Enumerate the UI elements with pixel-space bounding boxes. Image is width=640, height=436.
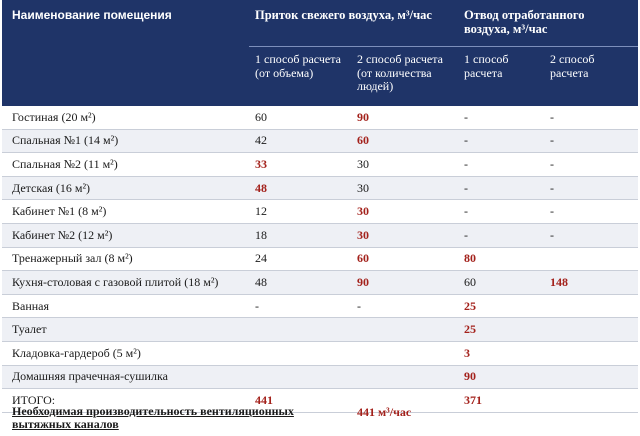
value-cell: 90 <box>351 271 458 295</box>
header-room-name: Наименование помещения <box>2 0 249 106</box>
header-supply-method-1: 1 способ расчета (от объема) <box>249 47 351 107</box>
room-name-cell: Спальная №2 (11 м²) <box>2 153 249 177</box>
ventilation-table <box>2 0 638 413</box>
room-name-cell: Кабинет №2 (12 м²) <box>2 223 249 247</box>
value-cell: - <box>458 200 544 224</box>
value-cell <box>351 341 458 365</box>
table-row <box>2 271 638 295</box>
table-body <box>2 106 638 412</box>
value-cell: 42 <box>249 129 351 153</box>
value-cell <box>544 247 638 271</box>
room-name-cell: Спальная №1 (14 м²) <box>2 129 249 153</box>
value-cell <box>544 365 638 389</box>
header-exhaust-method-2: 2 способ расчета <box>544 47 638 107</box>
value-cell: 33 <box>249 153 351 177</box>
room-name-cell: Туалет <box>2 318 249 342</box>
value-cell <box>544 389 638 413</box>
value-cell: 441 <box>249 389 351 413</box>
table-row <box>2 294 638 318</box>
value-cell: - <box>544 176 638 200</box>
room-name-cell: Детская (16 м²) <box>2 176 249 200</box>
value-cell: 371 <box>458 389 544 413</box>
footer-value: 441 м³/час <box>357 405 412 419</box>
value-cell: 48 <box>249 271 351 295</box>
value-cell: - <box>544 223 638 247</box>
value-cell <box>544 318 638 342</box>
room-name-cell: Домашняя прачечная-сушилка <box>2 365 249 389</box>
table-row <box>2 153 638 177</box>
header-supply-method-2: 2 способ расчета (от количества людей) <box>351 47 458 107</box>
table-row <box>2 106 638 129</box>
value-cell: 30 <box>351 200 458 224</box>
footer-label: Необходимая производительность вентиляционных вытяжных каналов <box>12 404 294 431</box>
value-cell: - <box>458 129 544 153</box>
value-cell: 60 <box>351 129 458 153</box>
table-row <box>2 176 638 200</box>
value-cell: - <box>458 106 544 129</box>
value-cell: 18 <box>249 223 351 247</box>
value-cell: - <box>544 153 638 177</box>
value-cell <box>249 341 351 365</box>
value-cell: 60 <box>249 106 351 129</box>
value-cell: 3 <box>458 341 544 365</box>
table-row <box>2 223 638 247</box>
value-cell: 90 <box>351 106 458 129</box>
table-row <box>2 341 638 365</box>
table-row <box>2 200 638 224</box>
value-cell <box>351 318 458 342</box>
value-cell: 30 <box>351 153 458 177</box>
header-supply: Приток свежего воздуха, м³/час <box>249 0 458 47</box>
table-header <box>2 0 638 106</box>
room-name-cell: Кладовка-гардероб (5 м²) <box>2 341 249 365</box>
value-cell <box>544 294 638 318</box>
room-name-cell: Гостиная (20 м²) <box>2 106 249 129</box>
value-cell <box>249 365 351 389</box>
value-cell <box>249 318 351 342</box>
table-row <box>2 365 638 389</box>
room-name-cell: Кабинет №1 (8 м²) <box>2 200 249 224</box>
value-cell: - <box>458 176 544 200</box>
value-cell: 25 <box>458 294 544 318</box>
value-cell: 60 <box>351 247 458 271</box>
room-name-cell: Ванная <box>2 294 249 318</box>
value-cell: - <box>458 223 544 247</box>
value-cell: 30 <box>351 176 458 200</box>
value-cell: 24 <box>249 247 351 271</box>
value-cell: - <box>351 294 458 318</box>
value-cell: 30 <box>351 223 458 247</box>
value-cell: - <box>544 106 638 129</box>
room-name-cell: Кухня-столовая с газовой плитой (18 м²) <box>2 271 249 295</box>
table-row <box>2 247 638 271</box>
table-row <box>2 129 638 153</box>
value-cell: 48 <box>249 176 351 200</box>
header-exhaust-method-1: 1 способ расчета <box>458 47 544 107</box>
value-cell <box>351 365 458 389</box>
table-row <box>2 318 638 342</box>
value-cell <box>544 341 638 365</box>
value-cell: - <box>544 200 638 224</box>
room-name-cell: ИТОГО: <box>2 389 249 413</box>
value-cell: 148 <box>544 271 638 295</box>
value-cell: - <box>249 294 351 318</box>
value-cell: 80 <box>458 247 544 271</box>
room-name-cell: Тренажерный зал (8 м²) <box>2 247 249 271</box>
value-cell: - <box>458 153 544 177</box>
value-cell: 25 <box>458 318 544 342</box>
value-cell: 60 <box>458 271 544 295</box>
header-exhaust: Отвод отработанного воздуха, м³/час <box>458 0 638 47</box>
value-cell: 90 <box>458 365 544 389</box>
value-cell: - <box>544 129 638 153</box>
value-cell: 12 <box>249 200 351 224</box>
